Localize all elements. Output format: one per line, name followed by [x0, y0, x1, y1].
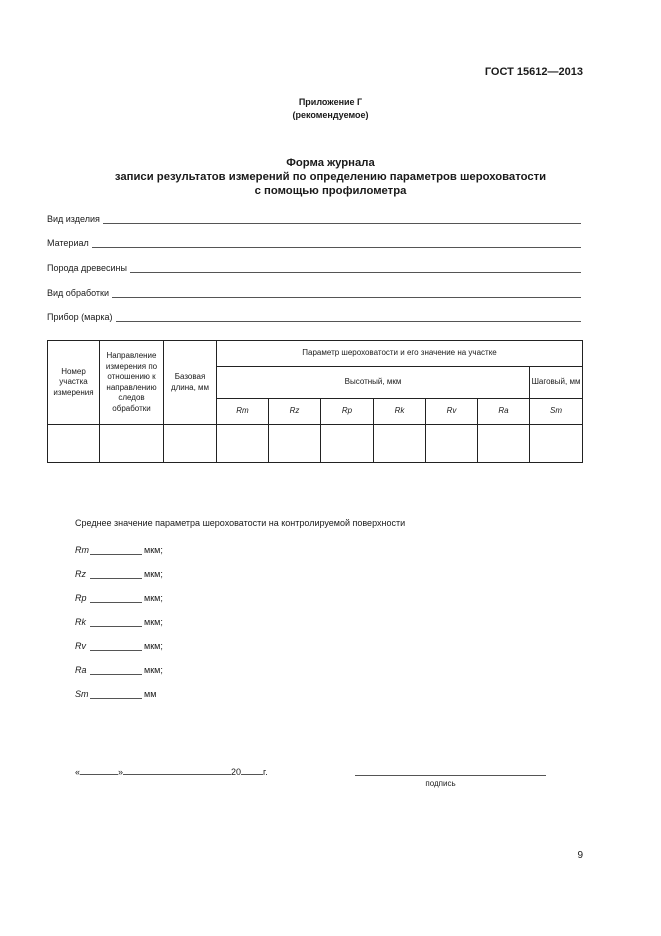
average-unit: мкм; — [144, 545, 163, 555]
table-cell[interactable] — [530, 425, 583, 463]
year-suffix: г. — [263, 767, 268, 777]
table-cell[interactable] — [100, 425, 164, 463]
average-value-line[interactable] — [90, 665, 142, 675]
year-blank[interactable] — [241, 766, 263, 775]
field-item[interactable] — [47, 210, 581, 224]
form-title-line2: записи результатов измерений по определению параметров шероховатости — [114, 171, 547, 183]
table-cell[interactable] — [426, 425, 478, 463]
signature-caption: подпись — [425, 779, 456, 788]
param-header: Параметр шероховатости и его значение на участке — [217, 341, 583, 367]
average-title: Среднее значение параметра шероховатости на контролируемой поверхности — [75, 518, 406, 528]
param-rm: Rm — [217, 399, 269, 425]
quote-close: » — [118, 767, 124, 777]
field-material-line[interactable] — [92, 237, 581, 248]
field-item-line[interactable] — [103, 213, 581, 224]
field-material[interactable] — [47, 234, 581, 248]
average-value-line[interactable] — [90, 593, 142, 603]
day-blank[interactable] — [80, 766, 118, 775]
year-prefix: 20 — [231, 767, 242, 777]
month-blank[interactable] — [123, 766, 231, 775]
field-device[interactable] — [47, 308, 581, 322]
standard-code: ГОСТ 15612—2013 — [484, 66, 583, 78]
param-ra: Ra — [478, 399, 530, 425]
average-symbol: Rp — [75, 593, 87, 603]
average-unit: мм — [144, 689, 157, 699]
appendix-title: Приложение Г — [298, 97, 363, 107]
table-cell[interactable] — [164, 425, 217, 463]
table-cell[interactable] — [321, 425, 374, 463]
field-item-label: Вид изделия — [47, 214, 100, 224]
table-cell[interactable] — [478, 425, 530, 463]
form-title-line3: с помощью профилометра — [254, 185, 407, 197]
field-device-line[interactable] — [116, 311, 581, 322]
average-symbol: Rv — [75, 641, 86, 651]
field-material-label: Материал — [47, 238, 89, 248]
average-unit: мкм; — [144, 593, 163, 603]
average-symbol: Rk — [75, 617, 86, 627]
average-row-rv[interactable] — [75, 639, 163, 651]
table-cell[interactable] — [269, 425, 321, 463]
field-wood-label: Порода древесины — [47, 263, 127, 273]
table-row — [48, 425, 583, 463]
appendix-status: (рекомендуемое) — [292, 110, 369, 120]
average-unit: мкм; — [144, 569, 163, 579]
average-value-line[interactable] — [90, 569, 142, 579]
average-symbol: Rm — [75, 545, 89, 555]
average-symbol: Ra — [75, 665, 87, 675]
average-row-sm[interactable] — [75, 687, 156, 699]
average-row-rm[interactable] — [75, 543, 163, 555]
param-rv: Rv — [426, 399, 478, 425]
table-cell[interactable] — [217, 425, 269, 463]
field-wood[interactable] — [47, 259, 581, 273]
average-symbol: Sm — [75, 689, 89, 699]
field-processing-label: Вид обработки — [47, 288, 110, 298]
col-direction-header: Направление измерения по отношению к направлению следов обработки — [100, 341, 164, 425]
form-title-line1: Форма журнала — [286, 157, 375, 169]
param-rk: Rk — [374, 399, 426, 425]
average-value-line[interactable] — [90, 689, 142, 699]
date-line[interactable] — [75, 766, 268, 777]
field-processing-line[interactable] — [112, 287, 581, 298]
param-sm: Sm — [530, 399, 583, 425]
average-row-rp[interactable] — [75, 591, 163, 603]
average-value-line[interactable] — [90, 617, 142, 627]
quote-open: « — [75, 767, 81, 777]
table-cell[interactable] — [374, 425, 426, 463]
signature-line[interactable] — [355, 765, 546, 776]
step-header: Шаговый, мм — [530, 367, 583, 399]
height-header: Высотный, мкм — [217, 367, 530, 399]
param-rp: Rp — [321, 399, 374, 425]
col-base-header: Базовая длина, мм — [164, 341, 217, 425]
col-number-header: Номер участка измерения — [48, 341, 100, 425]
average-row-rk[interactable] — [75, 615, 163, 627]
average-unit: мкм; — [144, 617, 163, 627]
appendix-heading — [0, 96, 661, 122]
average-value-line[interactable] — [90, 641, 142, 651]
average-unit: мкм; — [144, 665, 163, 675]
field-processing[interactable] — [47, 284, 581, 298]
page-number: 9 — [577, 850, 583, 861]
average-value-line[interactable] — [90, 545, 142, 555]
param-rz: Rz — [269, 399, 321, 425]
average-symbol: Rz — [75, 569, 86, 579]
field-device-label: Прибор (марка) — [47, 312, 113, 322]
average-row-ra[interactable] — [75, 663, 163, 675]
average-row-rz[interactable] — [75, 567, 163, 579]
measurement-table — [47, 340, 583, 463]
table-cell[interactable] — [48, 425, 100, 463]
field-wood-line[interactable] — [130, 262, 581, 273]
form-title — [0, 156, 661, 198]
average-unit: мкм; — [144, 641, 163, 651]
